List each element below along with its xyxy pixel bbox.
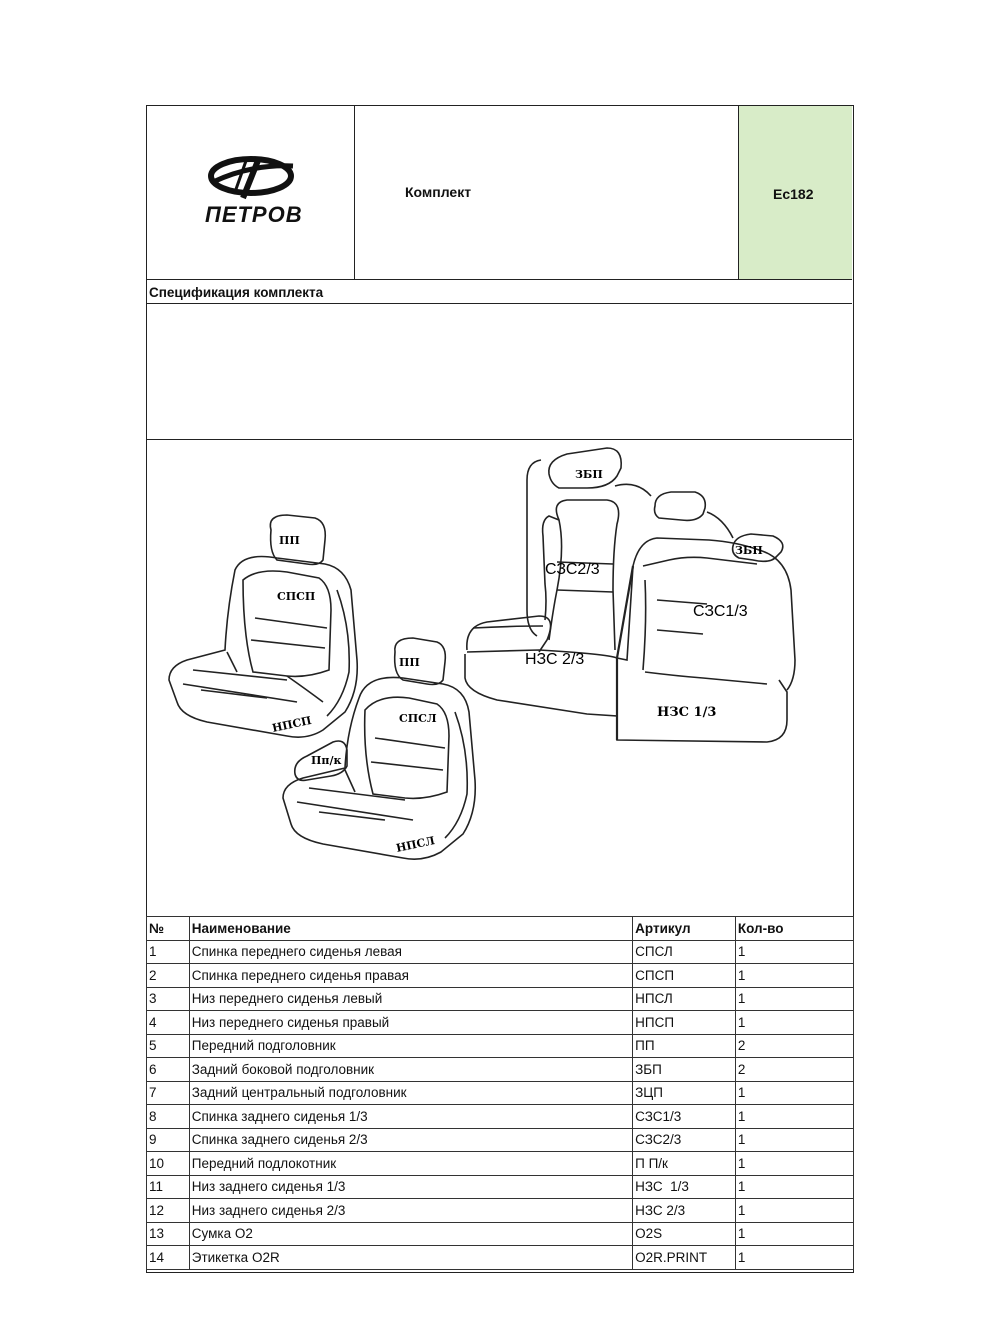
row-article: СЗС2/3: [633, 1128, 736, 1152]
row-article: НПСП: [633, 1011, 736, 1035]
row-name: Спинка заднего сиденья 1/3: [189, 1105, 632, 1129]
label-rear-side-headrest-right: ЗБП: [735, 544, 763, 557]
label-front-right-headrest: ПП: [279, 534, 300, 547]
header-num: №: [147, 917, 190, 941]
row-num: 6: [147, 1058, 190, 1082]
label-front-left-bottom: НПСЛ: [394, 834, 437, 855]
front-right-seat: [169, 515, 357, 737]
table-row: [147, 1034, 854, 1058]
row-article: ЗЦП: [633, 1081, 736, 1105]
row-qty: 1: [735, 987, 853, 1011]
header-qty: Кол-во: [735, 917, 853, 941]
row-qty: 1: [735, 1081, 853, 1105]
row-name: Задний центральный подголовник: [189, 1081, 632, 1105]
row-name: Спинка переднего сиденья правая: [189, 964, 632, 988]
seat-diagram: [147, 440, 852, 916]
row-qty: 1: [735, 1105, 853, 1129]
code-cell: [739, 106, 852, 280]
row-article: НЗС 1/3: [633, 1175, 736, 1199]
row-num: 9: [147, 1128, 190, 1152]
row-name: Передний подлокотник: [189, 1152, 632, 1176]
row-article: СПСЛ: [633, 940, 736, 964]
row-qty: 1: [735, 1128, 853, 1152]
row-num: 2: [147, 964, 190, 988]
row-article: ЗБП: [633, 1058, 736, 1082]
kit-code: Ec182: [773, 186, 814, 202]
row-article: O2S: [633, 1222, 736, 1246]
table-row: [147, 940, 854, 964]
row-name: Низ переднего сиденья правый: [189, 1011, 632, 1035]
label-rear-bottom-1-3: НЗС 1/3: [657, 705, 717, 720]
row-name: Низ заднего сиденья 1/3: [189, 1175, 632, 1199]
row-qty: 1: [735, 964, 853, 988]
row-name: Задний боковой подголовник: [189, 1058, 632, 1082]
row-article: НЗС 2/3: [633, 1199, 736, 1223]
kit-cell: [355, 106, 739, 280]
label-front-right-bottom: НПСП: [270, 713, 313, 735]
table-row: [147, 1199, 854, 1223]
table-row: [147, 1175, 854, 1199]
row-article: ПП: [633, 1034, 736, 1058]
table-row: [147, 1105, 854, 1129]
table-row: [147, 1246, 854, 1270]
label-front-right-back: СПСП: [277, 590, 316, 603]
row-name: Сумка O2: [189, 1222, 632, 1246]
row-name: Спинка переднего сиденья левая: [189, 940, 632, 964]
header-name: Наименование: [189, 917, 632, 941]
row-num: 13: [147, 1222, 190, 1246]
table-row: [147, 987, 854, 1011]
row-num: 14: [147, 1246, 190, 1270]
row-num: 4: [147, 1011, 190, 1035]
row-article: O2R.PRINT: [633, 1246, 736, 1270]
row-name: Низ заднего сиденья 2/3: [189, 1199, 632, 1223]
front-left-seat: [283, 638, 475, 859]
label-rear-bottom-2-3: НЗС 2/3: [525, 651, 585, 668]
label-rear-side-headrest-left: ЗБП: [575, 468, 603, 481]
row-name: Передний подголовник: [189, 1034, 632, 1058]
rear-bench: [465, 448, 795, 742]
logo-text: ПЕТРОВ: [205, 202, 303, 227]
row-num: 11: [147, 1175, 190, 1199]
row-qty: 1: [735, 1175, 853, 1199]
table-row: [147, 1222, 854, 1246]
label-rear-back-2-3: СЗС2/3: [545, 561, 600, 578]
spec-sheet: [146, 105, 854, 1273]
row-article: П П/к: [633, 1152, 736, 1176]
spec-title-row: [147, 280, 852, 304]
table-row: [147, 1081, 854, 1105]
row-qty: 2: [735, 1034, 853, 1058]
table-header-row: [147, 917, 854, 941]
table-row: [147, 1011, 854, 1035]
petrov-logo-icon: [147, 106, 355, 280]
label-armrest: Пп/к: [311, 754, 342, 767]
row-qty: 1: [735, 1246, 853, 1270]
row-article: СПСП: [633, 964, 736, 988]
row-num: 12: [147, 1199, 190, 1223]
parts-table: [146, 916, 854, 1270]
row-qty: 1: [735, 1199, 853, 1223]
label-front-left-back: СПСЛ: [399, 712, 437, 725]
row-num: 1: [147, 940, 190, 964]
row-name: Этикетка O2R: [189, 1246, 632, 1270]
row-name: Низ переднего сиденья левый: [189, 987, 632, 1011]
kit-label: Комплект: [405, 184, 472, 200]
row-num: 7: [147, 1081, 190, 1105]
row-qty: 1: [735, 1152, 853, 1176]
row-qty: 1: [735, 1222, 853, 1246]
row-article: СЗС1/3: [633, 1105, 736, 1129]
row-name: Спинка заднего сиденья 2/3: [189, 1128, 632, 1152]
row-qty: 1: [735, 940, 853, 964]
seat-diagram-drawing: [147, 440, 852, 916]
table-row: [147, 1152, 854, 1176]
table-row: [147, 1128, 854, 1152]
row-qty: 1: [735, 1011, 853, 1035]
row-num: 3: [147, 987, 190, 1011]
table-row: [147, 1058, 854, 1082]
logo-cell: [147, 106, 355, 280]
label-front-left-headrest: ПП: [399, 656, 420, 669]
spec-title: Спецификация комплекта: [149, 285, 324, 300]
spec-blank-area: [147, 304, 852, 440]
header-article: Артикул: [633, 917, 736, 941]
row-qty: 2: [735, 1058, 853, 1082]
row-article: НПСЛ: [633, 987, 736, 1011]
table-row: [147, 964, 854, 988]
row-num: 8: [147, 1105, 190, 1129]
row-num: 5: [147, 1034, 190, 1058]
row-num: 10: [147, 1152, 190, 1176]
label-rear-back-1-3: СЗС1/3: [693, 603, 748, 620]
